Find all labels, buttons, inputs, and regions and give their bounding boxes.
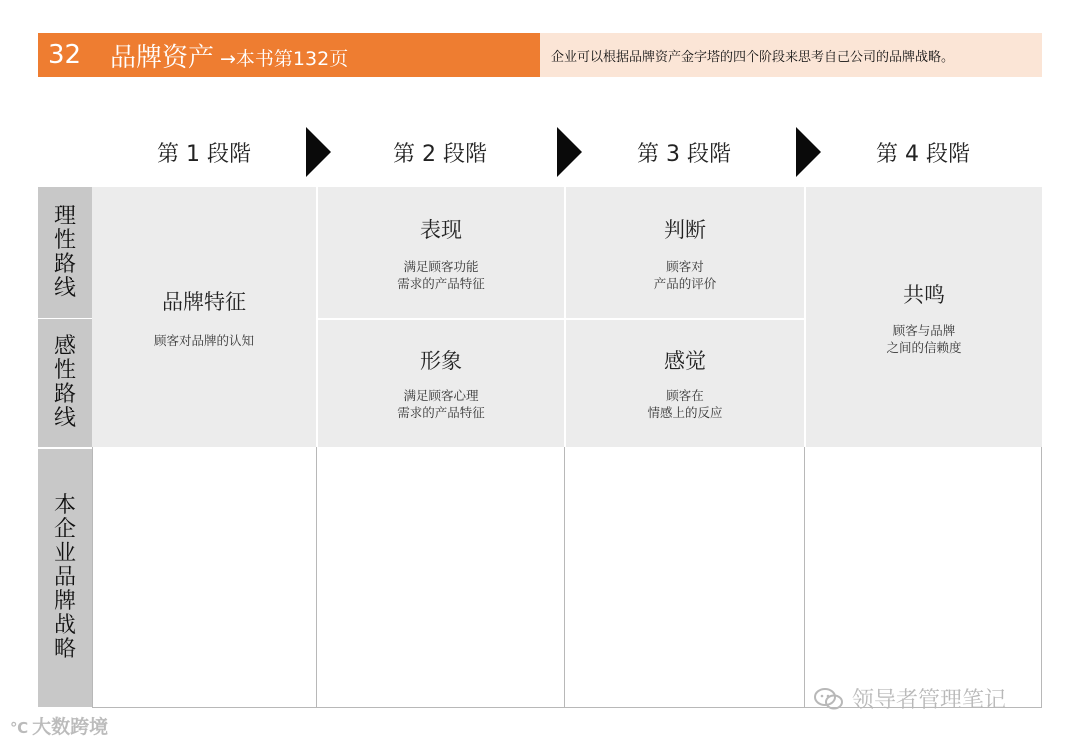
cell-description: 满足顾客心理 需求的产品特征 — [397, 388, 485, 420]
cell-stage2-rational — [318, 187, 564, 318]
stage-3-label: 第 3 段階 — [637, 141, 731, 167]
wechat-icon — [814, 688, 844, 710]
cell-title: 共鸣 — [903, 283, 945, 307]
strategy-cell-stage1[interactable] — [92, 447, 317, 708]
cell-title: 判断 — [664, 218, 706, 242]
cell-stage1 — [92, 187, 316, 447]
strategy-cell-stage2[interactable] — [316, 447, 565, 708]
book-reference: →本书第132页 — [220, 47, 349, 70]
cell-stage3-emotional — [566, 320, 804, 447]
page-number: 32 — [48, 40, 82, 70]
stage-1-label: 第 1 段階 — [157, 141, 251, 167]
header-bar — [38, 33, 540, 77]
header-note: 企业可以根据品牌资产金字塔的四个阶段来思考自己公司的品牌战略。 — [540, 33, 1042, 77]
cell-description: 顾客在 情感上的反应 — [647, 388, 723, 420]
stage-4-label: 第 4 段階 — [876, 141, 970, 167]
cell-description: 顾客对品牌的认知 — [153, 333, 254, 348]
cell-title: 表现 — [420, 218, 462, 242]
cell-stage2-emotional — [318, 320, 564, 447]
row-label-rational: 理性路线 — [38, 187, 92, 318]
watermark-left: ℃ 大数跨境 — [10, 716, 109, 738]
cell-title: 品牌特征 — [162, 290, 246, 314]
cell-stage3-rational — [566, 187, 804, 318]
strategy-cell-stage4[interactable] — [804, 447, 1042, 708]
cell-description: 顾客与品牌 之间的信赖度 — [886, 323, 962, 355]
cell-description: 顾客对 产品的评价 — [653, 259, 717, 291]
stage-2-label: 第 2 段階 — [393, 141, 487, 167]
cell-stage4 — [806, 187, 1042, 447]
row-label-emotional: 感性路线 — [38, 319, 92, 447]
row-label-strategy: 本企业品牌战略 — [38, 449, 92, 707]
page-title: 品牌资产 — [110, 42, 215, 73]
watermark-right: 领导者管理笔记 — [814, 683, 1006, 714]
strategy-cell-stage3[interactable] — [564, 447, 805, 708]
cell-title: 感觉 — [664, 349, 706, 373]
cell-description: 满足顾客功能 需求的产品特征 — [397, 259, 485, 291]
cell-title: 形象 — [420, 349, 462, 373]
